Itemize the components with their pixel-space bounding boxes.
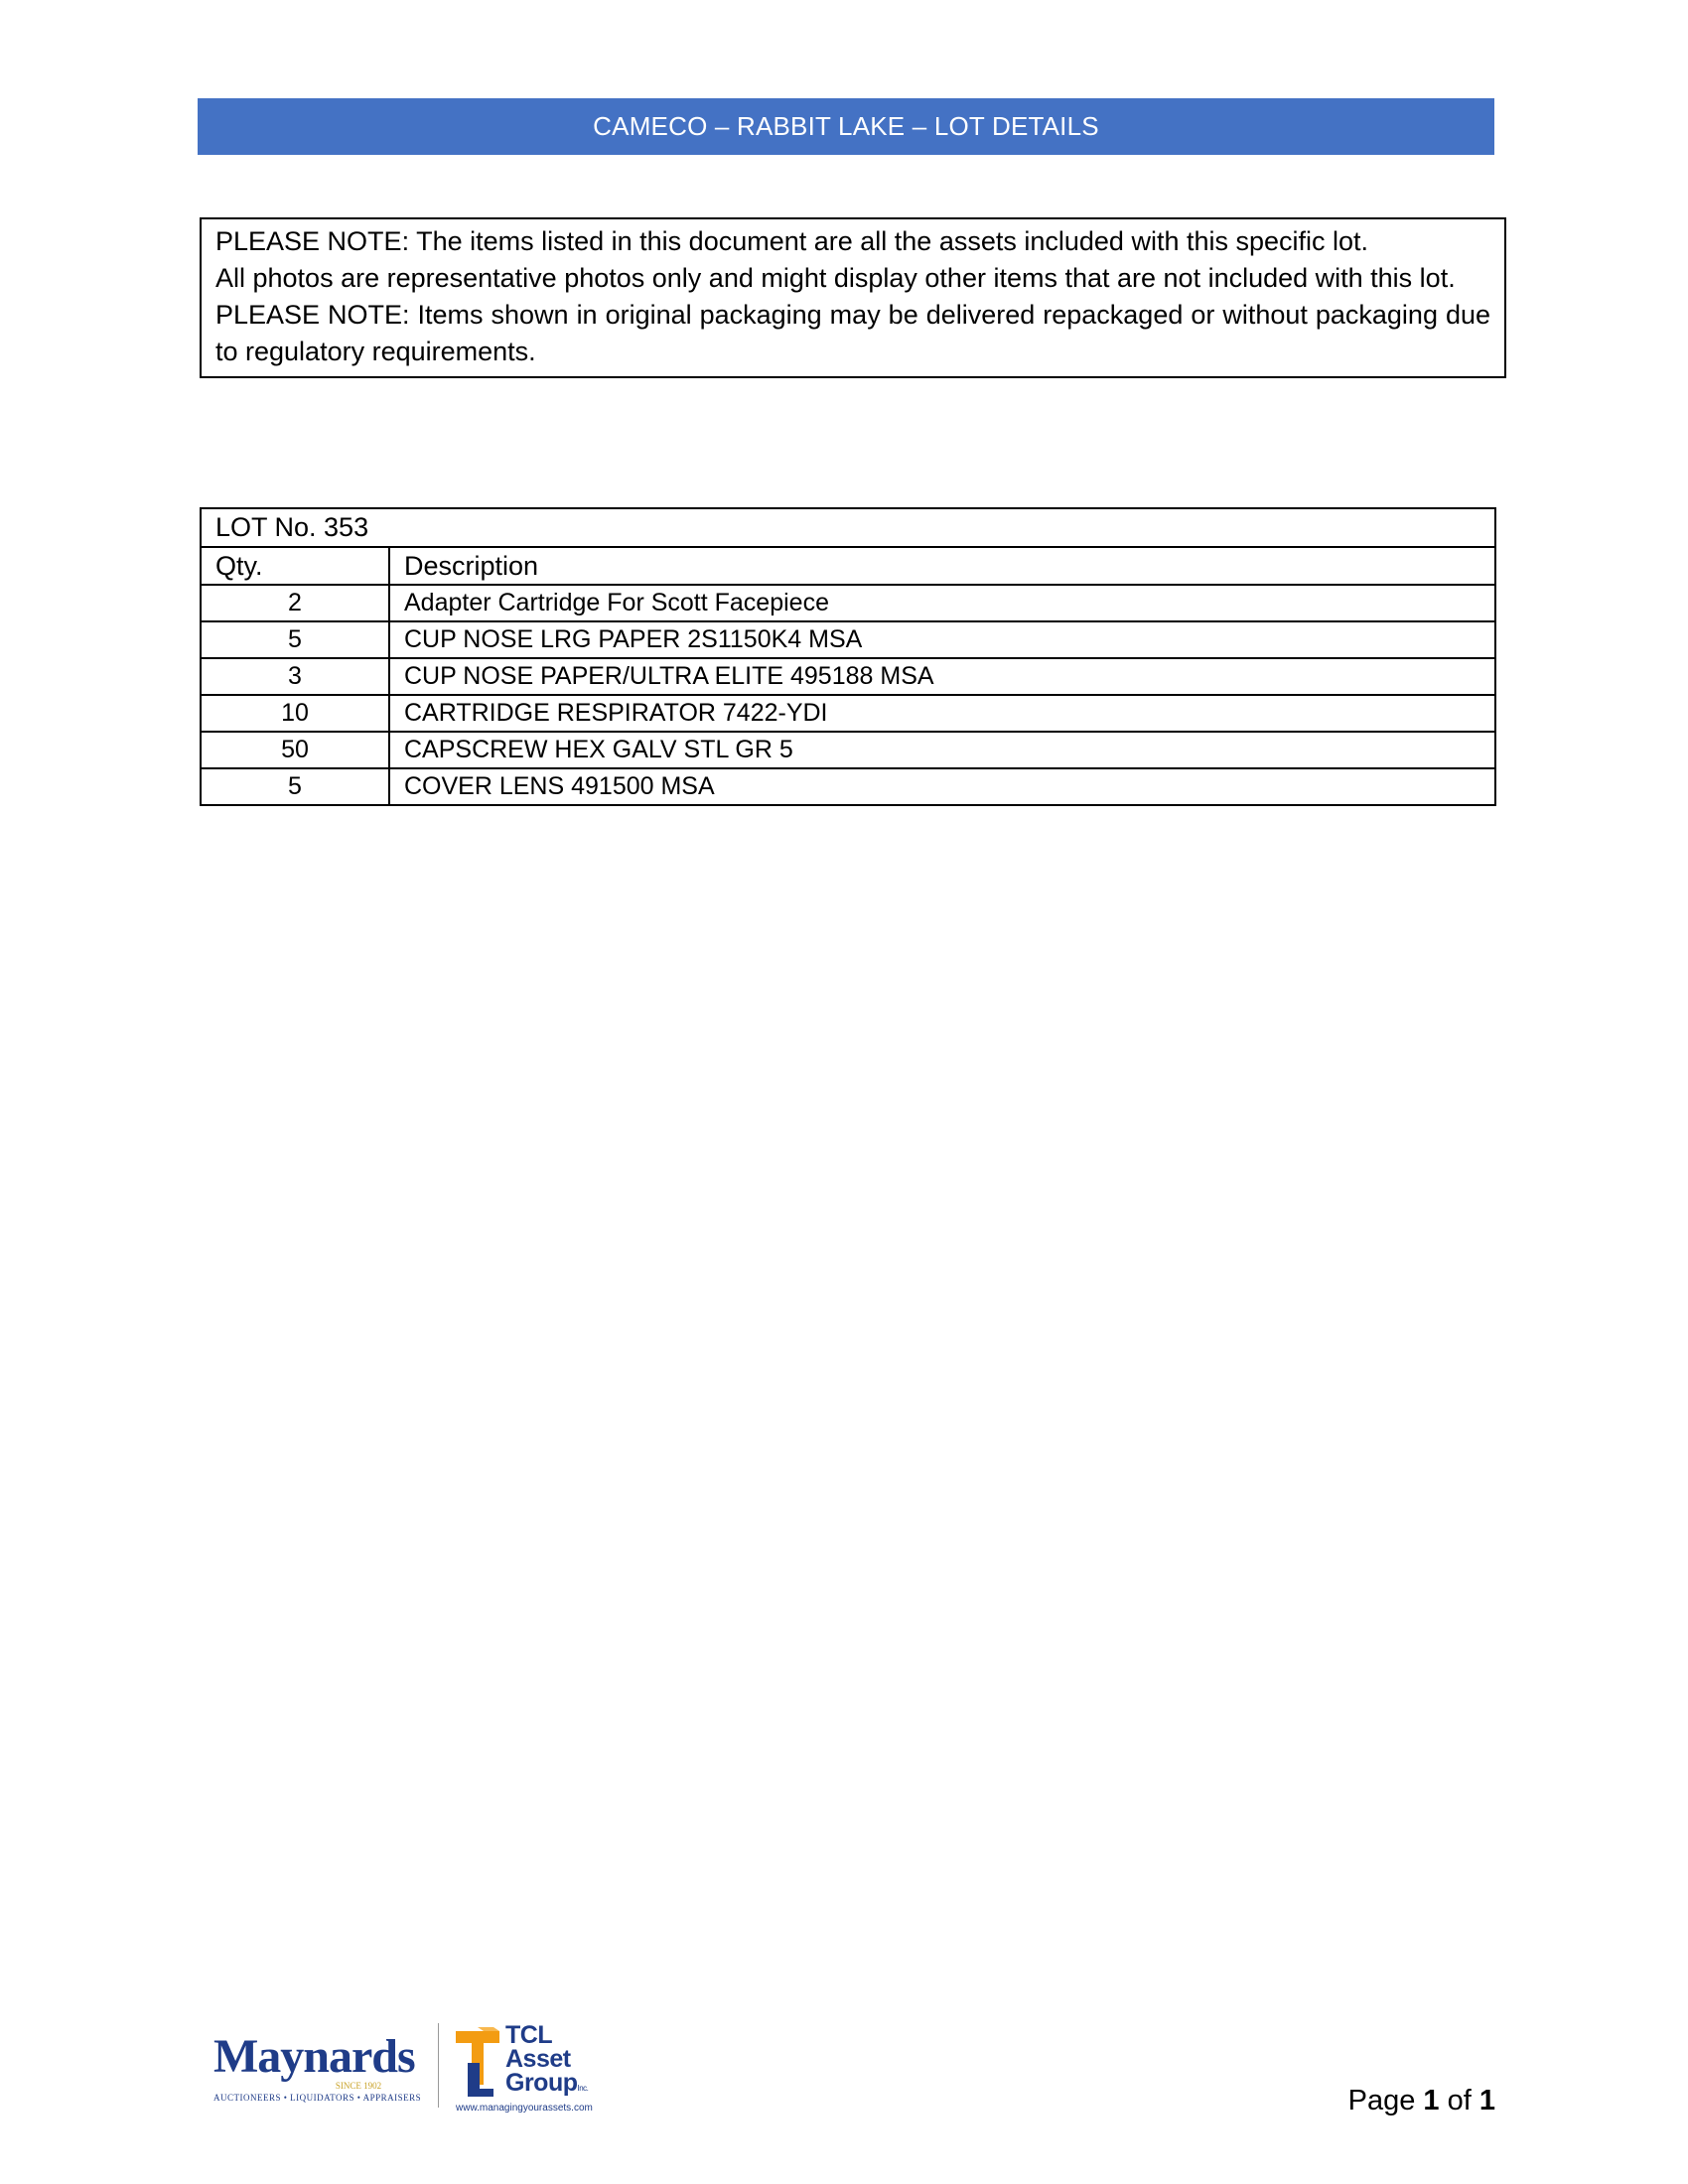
row-description: CAPSCREW HEX GALV STL GR 5 (389, 732, 1495, 768)
row-description: Adapter Cartridge For Scott Facepiece (389, 585, 1495, 621)
page-total: 1 (1478, 2085, 1495, 2116)
row-qty: 3 (201, 658, 389, 695)
lot-title: LOT No. 353 (201, 508, 1495, 547)
row-description: CUP NOSE LRG PAPER 2S1150K4 MSA (389, 621, 1495, 658)
page-prefix: Page (1347, 2085, 1416, 2116)
table-row (201, 732, 1495, 768)
maynards-tagline: AUCTIONEERS • LIQUIDATORS • APPRAISERS (213, 2093, 422, 2103)
row-description: CUP NOSE PAPER/ULTRA ELITE 495188 MSA (389, 658, 1495, 695)
table-row (201, 621, 1495, 658)
logo-divider (438, 2023, 439, 2108)
tcl-line-2: Asset (505, 2045, 571, 2073)
notice-line-2: All photos are representative photos only and might display other items that are not included with this lot. (215, 263, 1456, 293)
table-row (201, 695, 1495, 732)
table-row (201, 585, 1495, 621)
column-header-qty: Qty. (201, 547, 389, 585)
row-qty: 5 (201, 621, 389, 658)
notice-box (200, 217, 1506, 378)
tcl-mark-icon (454, 2027, 501, 2097)
row-description: COVER LENS 491500 MSA (389, 768, 1495, 805)
maynards-since: SINCE 1902 (335, 2081, 382, 2091)
row-qty: 50 (201, 732, 389, 768)
lot-table (200, 507, 1496, 806)
tcl-wordmark (505, 2023, 588, 2101)
tcl-line-1: TCL (505, 2021, 553, 2049)
row-qty: 5 (201, 768, 389, 805)
tcl-url: www.managingyourassets.com (456, 2103, 593, 2114)
row-qty: 10 (201, 695, 389, 732)
table-row (201, 658, 1495, 695)
page-of: of (1447, 2085, 1472, 2116)
header-bar (198, 98, 1494, 155)
page-current: 1 (1423, 2085, 1440, 2116)
tcl-inc: Inc. (577, 2084, 589, 2093)
table-row (201, 768, 1495, 805)
page-number (1348, 2085, 1495, 2117)
page-title: CAMECO – RABBIT LAKE – LOT DETAILS (593, 111, 1099, 141)
footer-logos (213, 2023, 611, 2122)
column-header-row (201, 547, 1495, 585)
tcl-logo (454, 2023, 613, 2122)
notice-line-1: PLEASE NOTE: The items listed in this document are all the assets included with this specific lot. (215, 226, 1369, 256)
notice-line-3: PLEASE NOTE: Items shown in original packaging may be delivered repackaged or without packaging due to regulatory requirements. (215, 300, 1490, 366)
column-header-description: Description (389, 547, 1495, 585)
tcl-line-3: Group (505, 2069, 578, 2097)
maynards-logo (213, 2030, 422, 2104)
row-description: CARTRIDGE RESPIRATOR 7422-YDI (389, 695, 1495, 732)
lot-title-row (201, 508, 1495, 547)
maynards-name: Maynards (213, 2030, 415, 2083)
row-qty: 2 (201, 585, 389, 621)
